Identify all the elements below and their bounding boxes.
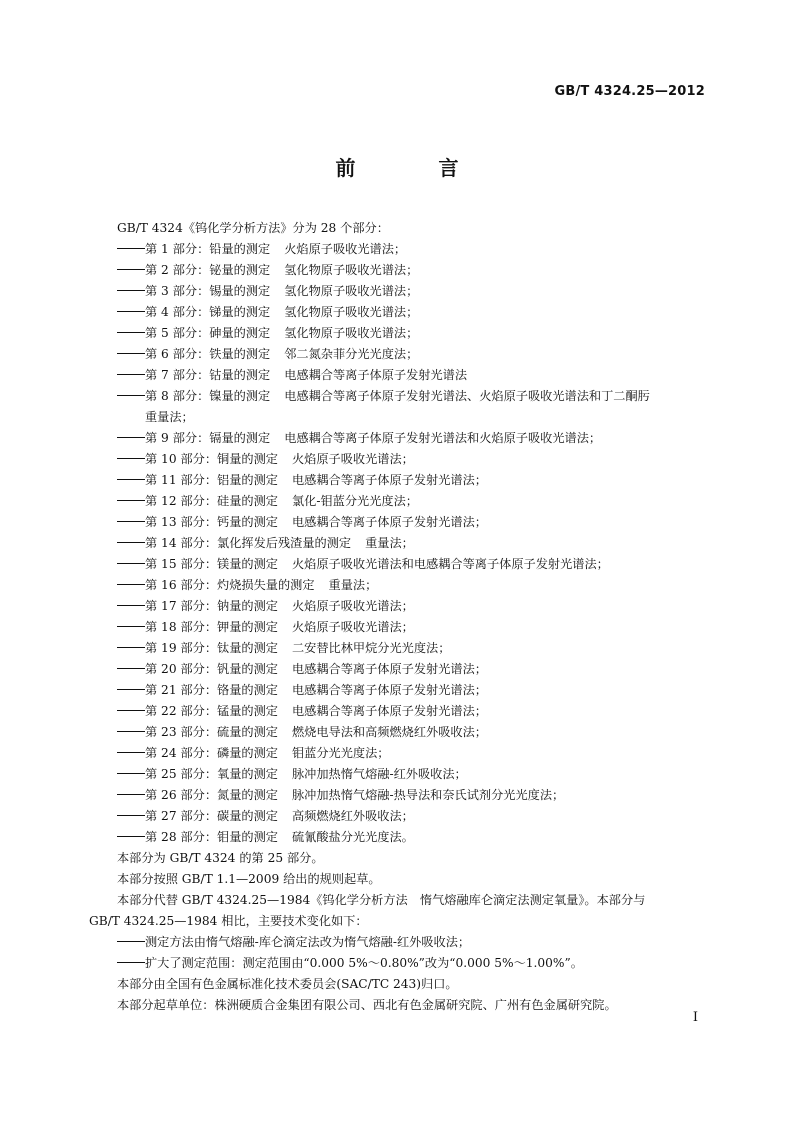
- part-method: 电感耦合等离子体原子发射光谱法；: [291, 515, 487, 529]
- part-method: 硫氰酸盐分光光度法。: [291, 830, 414, 844]
- list-item-part: [89, 302, 707, 323]
- part-method: 重量法；: [328, 578, 378, 592]
- paragraph-responsible-committee: 本部分由全国有色金属标准化技术委员会(SAC/TC 243)归口。: [117, 977, 458, 991]
- em-dash: [117, 605, 145, 607]
- em-dash: [117, 395, 145, 397]
- em-dash: [117, 521, 145, 523]
- list-item-part: [89, 428, 707, 449]
- page-number: I: [692, 1010, 698, 1025]
- em-dash: [117, 458, 145, 460]
- em-dash: [117, 836, 145, 838]
- list-item-part: [89, 722, 707, 743]
- list-item-part: [89, 260, 707, 281]
- part-method: 钼蓝分光光度法；: [291, 746, 390, 760]
- list-item-part: [89, 239, 707, 260]
- part-label: 第 16 部分：灼烧损失量的测定: [145, 578, 315, 592]
- part-method: 燃烧电导法和高频燃烧红外吸收法；: [291, 725, 487, 739]
- em-dash: [117, 500, 145, 502]
- em-dash: [117, 563, 145, 565]
- list-item-part: [89, 491, 707, 512]
- list-item-part: [89, 323, 707, 344]
- part-label: 第 20 部分：钒量的测定: [145, 662, 278, 676]
- list-item-part: [89, 554, 707, 575]
- em-dash: [117, 962, 145, 964]
- part-method: 电感耦合等离子体原子发射光谱法；: [291, 704, 487, 718]
- part-label: 第 21 部分：铬量的测定: [145, 683, 278, 697]
- part-label: 第 4 部分：锑量的测定: [145, 305, 271, 319]
- list-item-part: [89, 344, 707, 365]
- paragraph-drafting-rules: 本部分按照 GB/T 1.1—2009 给出的规则起草。: [117, 872, 381, 886]
- part-label: 第 19 部分：钛量的测定: [145, 641, 278, 655]
- em-dash: [117, 731, 145, 733]
- part-method: 电感耦合等离子体原子发射光谱法；: [291, 662, 487, 676]
- part-method: 氢化物原子吸收光谱法；: [284, 284, 419, 298]
- em-dash: [117, 374, 145, 376]
- list-item-part: [89, 785, 707, 806]
- list-item-part: [89, 806, 707, 827]
- part-method: 氢化物原子吸收光谱法；: [284, 326, 419, 340]
- part-method: 高频燃烧红外吸收法；: [291, 809, 414, 823]
- part-method: 电感耦合等离子体原子发射光谱法和火焰原子吸收光谱法；: [284, 431, 602, 445]
- part-method: 电感耦合等离子体原子发射光谱法；: [291, 473, 487, 487]
- list-item-part: [89, 512, 707, 533]
- em-dash: [117, 626, 145, 628]
- intro-paragraph: GB/T 4324《钨化学分析方法》分为 28 个部分：: [117, 221, 389, 235]
- part-method-continuation: 重量法；: [145, 410, 194, 424]
- em-dash: [117, 815, 145, 817]
- list-item-part: [89, 386, 707, 428]
- part-label: 第 10 部分：铜量的测定: [145, 452, 278, 466]
- em-dash: [117, 353, 145, 355]
- parts-list: [89, 239, 707, 848]
- list-item-part: [89, 701, 707, 722]
- part-label: 第 24 部分：磷量的测定: [145, 746, 278, 760]
- part-label: 第 17 部分：钠量的测定: [145, 599, 278, 613]
- em-dash: [117, 479, 145, 481]
- page-title: 前 言: [335, 156, 497, 180]
- list-item-part: [89, 764, 707, 785]
- em-dash: [117, 773, 145, 775]
- em-dash: [117, 437, 145, 439]
- em-dash: [117, 689, 145, 691]
- part-method: 火焰原子吸收光谱法；: [291, 599, 414, 613]
- part-method: 电感耦合等离子体原子发射光谱法；: [291, 683, 487, 697]
- list-item-part: [89, 617, 707, 638]
- em-dash: [117, 752, 145, 754]
- em-dash: [117, 647, 145, 649]
- list-item-part: [89, 827, 707, 848]
- part-label: 第 18 部分：钾量的测定: [145, 620, 278, 634]
- em-dash: [117, 941, 145, 943]
- list-item-part: [89, 533, 707, 554]
- part-method: 脉冲加热惰气熔融-热导法和奈氏试剂分光光度法；: [291, 788, 565, 802]
- part-label: 第 8 部分：镍量的测定: [145, 389, 271, 403]
- list-item-part: [89, 281, 707, 302]
- paragraph-replaces-line1: 本部分代替 GB/T 4324.25—1984《钨化学分析方法 惰气熔融库仑滴定法测定氧量》。本部分与: [117, 893, 646, 907]
- part-method: 火焰原子吸收光谱法；: [291, 452, 414, 466]
- list-item-part: [89, 575, 707, 596]
- list-item-part: [89, 365, 707, 386]
- em-dash: [117, 668, 145, 670]
- list-item-part: [89, 680, 707, 701]
- part-label: 第 7 部分：钴量的测定: [145, 368, 271, 382]
- list-item-change-2: 扩大了测定范围：测定范围由“0.000 5%～0.80%”改为“0.000 5%～1.00%”。: [89, 953, 707, 974]
- em-dash: [117, 290, 145, 292]
- part-label: 第 27 部分：碳量的测定: [145, 809, 278, 823]
- paragraph-replaces-line2: GB/T 4324.25—1984 相比，主要技术变化如下：: [89, 914, 368, 928]
- part-method: 氢化物原子吸收光谱法；: [284, 263, 419, 277]
- foreword-body: [89, 218, 707, 1016]
- em-dash: [117, 269, 145, 271]
- part-label: 第 6 部分：铁量的测定: [145, 347, 271, 361]
- em-dash: [117, 794, 145, 796]
- list-item-part: [89, 449, 707, 470]
- part-label: 第 15 部分：镁量的测定: [145, 557, 278, 571]
- part-label: 第 13 部分：钙量的测定: [145, 515, 278, 529]
- part-method: 氢化物原子吸收光谱法；: [284, 305, 419, 319]
- standard-number: GB/T 4324.25—2012: [554, 84, 705, 99]
- list-item-part: [89, 470, 707, 491]
- part-method: 电感耦合等离子体原子发射光谱法: [284, 368, 468, 382]
- part-method: 火焰原子吸收光谱法和电感耦合等离子体原子发射光谱法；: [291, 557, 609, 571]
- part-method: 二安替比林甲烷分光光度法；: [291, 641, 451, 655]
- part-method: 邻二氮杂菲分光光度法；: [284, 347, 419, 361]
- part-label: 第 22 部分：锰量的测定: [145, 704, 278, 718]
- em-dash: [117, 332, 145, 334]
- part-label: 第 14 部分：氯化挥发后残渣量的测定: [145, 536, 352, 550]
- part-method: 火焰原子吸收光谱法；: [284, 242, 407, 256]
- part-method: 氯化-钼蓝分光光度法；: [291, 494, 418, 508]
- part-label: 第 1 部分：铅量的测定: [145, 242, 271, 256]
- em-dash: [117, 311, 145, 313]
- part-label: 第 9 部分：镉量的测定: [145, 431, 271, 445]
- list-item-part: [89, 638, 707, 659]
- em-dash: [117, 248, 145, 250]
- part-label: 第 2 部分：铋量的测定: [145, 263, 271, 277]
- part-method: 电感耦合等离子体原子发射光谱法、火焰原子吸收光谱法和丁二酮肟: [284, 389, 650, 403]
- part-label: 第 12 部分：硅量的测定: [145, 494, 278, 508]
- part-label: 第 28 部分：钼量的测定: [145, 830, 278, 844]
- part-label: 第 5 部分：砷量的测定: [145, 326, 271, 340]
- part-method: 火焰原子吸收光谱法；: [291, 620, 414, 634]
- part-label: 第 23 部分：硫量的测定: [145, 725, 278, 739]
- list-item-part: [89, 743, 707, 764]
- em-dash: [117, 542, 145, 544]
- paragraph-drafting-units: 本部分起草单位：株洲硬质合金集团有限公司、西北有色金属研究院、广州有色金属研究院。: [117, 998, 617, 1012]
- part-label: 第 11 部分：铝量的测定: [145, 473, 278, 487]
- list-item-part: [89, 596, 707, 617]
- part-label: 第 25 部分：氧量的测定: [145, 767, 278, 781]
- part-label: 第 26 部分：氮量的测定: [145, 788, 278, 802]
- em-dash: [117, 584, 145, 586]
- part-method: 脉冲加热惰气熔融-红外吸收法；: [291, 767, 467, 781]
- list-item-change-1: 测定方法由惰气熔融-库仑滴定法改为惰气熔融-红外吸收法；: [89, 932, 707, 953]
- part-method: 重量法；: [365, 536, 414, 550]
- part-label: 第 3 部分：锡量的测定: [145, 284, 271, 298]
- list-item-part: [89, 659, 707, 680]
- em-dash: [117, 710, 145, 712]
- paragraph-part-number: 本部分为 GB/T 4324 的第 25 部分。: [117, 851, 324, 865]
